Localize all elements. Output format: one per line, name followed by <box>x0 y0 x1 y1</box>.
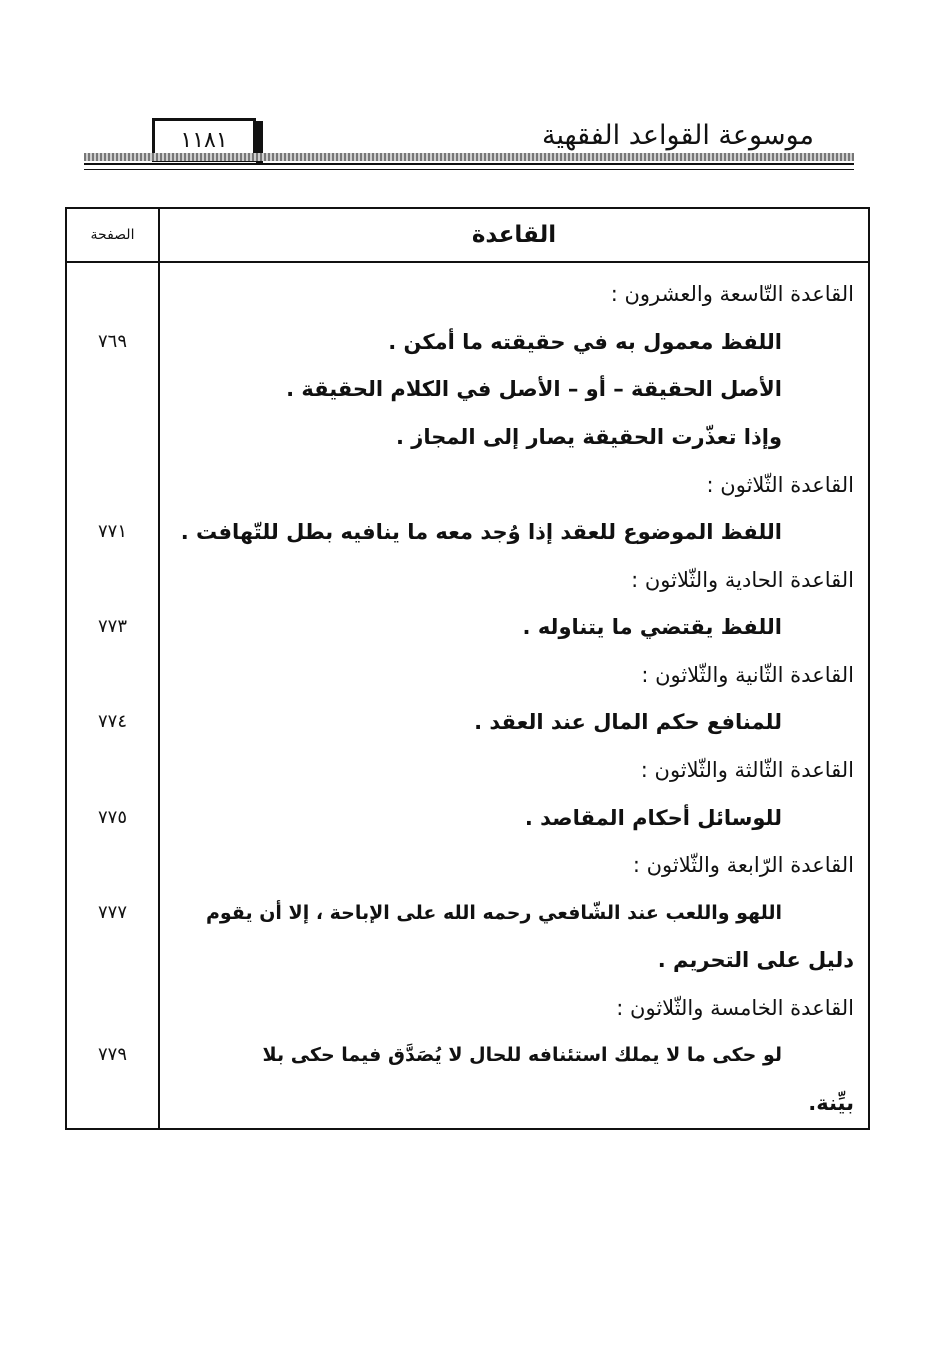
page-ref: ٧٦٩ <box>97 331 127 352</box>
rule-heading: القاعدة الحادية والثّلاثون : <box>631 568 854 592</box>
rule-heading: القاعدة الرّابعة والثّلاثون : <box>632 853 854 877</box>
page-column-header: الصفحة <box>66 208 159 262</box>
book-title: موسوعة القواعد الفقهية <box>542 120 814 151</box>
rule-text: للمنافع حكم المال عند العقد . <box>474 710 782 734</box>
rule-heading: القاعدة الثّلاثون : <box>706 473 854 497</box>
rule-text: اللفظ معمول به في حقيقته ما أمكن . <box>388 330 782 354</box>
rule-text: الأصل الحقيقة – أو – الأصل في الكلام الحقيقة . <box>286 377 782 401</box>
rule-text: وإذا تعذّرت الحقيقة يصار إلى المجاز . <box>395 425 782 449</box>
rule-text: لو حكى ما لا يملك استئنافه للحال لا يُصَدَّق فيما حكى بلا <box>262 1044 782 1066</box>
rule-heading: القاعدة الثّالثة والثّلاثون : <box>640 758 854 782</box>
page-ref: ٧٧٤ <box>97 711 127 732</box>
page-numbers <box>67 263 158 1128</box>
page-number: ١١٨١ <box>152 118 256 162</box>
rule-heading: القاعدة الخامسة والثّلاثون : <box>616 996 854 1020</box>
page-ref: ٧٧٧ <box>97 902 127 923</box>
header-hatched-rule <box>84 153 854 161</box>
rule-text: اللفظ يقتضي ما يتناوله . <box>522 615 782 639</box>
page-ref: ٧٧٥ <box>97 807 127 828</box>
header-rule-thin <box>84 169 854 170</box>
rule-entries <box>160 263 868 1128</box>
page-column <box>66 262 159 1129</box>
table-body-row <box>66 262 869 1129</box>
header-rule <box>84 163 854 165</box>
page-ref: ٧٧٣ <box>97 616 127 637</box>
page-ref: ٧٧٩ <box>97 1044 127 1065</box>
rule-column-header: القاعدة <box>159 208 869 262</box>
table-header-row <box>66 208 869 262</box>
rule-heading: القاعدة الثّانية والثّلاثون : <box>641 663 854 687</box>
rule-heading: القاعدة التّاسعة والعشرون : <box>610 282 854 306</box>
rule-text: اللفظ الموضوع للعقد إذا وُجد معه ما ينافيه بطل للتّهافت . <box>180 520 782 544</box>
rule-text-continuation: دليل على التحريم . <box>657 948 854 972</box>
rule-text: اللهو واللعب عند الشّافعي رحمه الله على الإباحة ، إلا أن يقوم <box>205 902 782 924</box>
rule-text-continuation: بيِّنة. <box>808 1091 854 1115</box>
rule-text: للوسائل أحكام المقاصد . <box>524 806 782 830</box>
rules-index-table <box>65 207 870 1130</box>
page-ref: ٧٧١ <box>97 521 127 542</box>
rule-column <box>159 262 869 1129</box>
